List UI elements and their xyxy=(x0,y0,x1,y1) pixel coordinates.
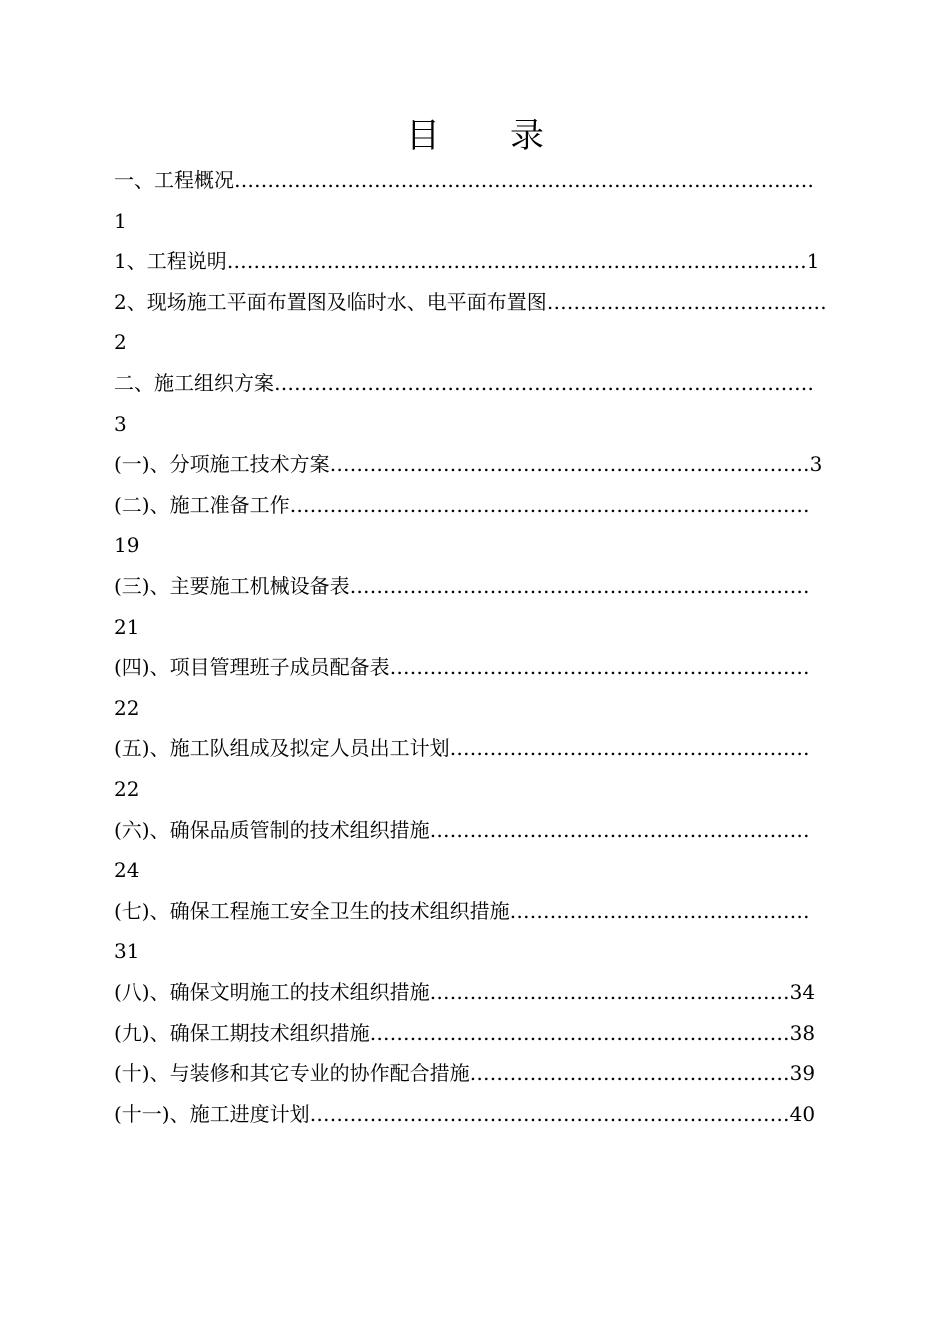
toc-page-number: 31 xyxy=(114,939,140,964)
toc-entry-title: (一)、分项施工技术方案 xyxy=(114,452,330,477)
title-char-2: 录 xyxy=(510,116,544,156)
toc-leader-dots: ………………………………………… xyxy=(469,1061,790,1086)
toc-leader-dots: ……………………………………………………………… xyxy=(329,452,810,477)
toc-page-number: 24 xyxy=(114,858,140,883)
toc-entry-title: 1、工程说明 xyxy=(114,249,227,274)
toc-entry[interactable] xyxy=(114,485,834,525)
toc-page-number: 21 xyxy=(114,614,140,639)
toc-entry-title: 二、施工组织方案 xyxy=(114,371,274,395)
toc-entry-title: (六)、确保品质管制的技术组织措施 xyxy=(114,817,430,842)
toc-entry[interactable] xyxy=(114,566,834,606)
toc-page-number: 1 xyxy=(114,208,127,233)
toc-entry-title: (二)、施工准备工作 xyxy=(114,492,290,517)
toc-page-number: 22 xyxy=(114,777,140,801)
toc-entry[interactable] xyxy=(114,891,834,931)
toc-leader-dots: ……………………………………… xyxy=(509,898,810,923)
toc-entry-page-line xyxy=(114,525,834,565)
toc-entry[interactable] xyxy=(114,647,834,687)
toc-entry[interactable] xyxy=(114,1013,834,1053)
title-char-1: 目 xyxy=(406,116,440,156)
toc-entry[interactable] xyxy=(114,972,834,1012)
toc-entry-title: (十一)、施工进度计划 xyxy=(114,1101,310,1126)
toc-entry[interactable] xyxy=(114,1094,834,1134)
toc-page-number: 1 xyxy=(806,249,820,274)
page-title xyxy=(0,112,950,160)
toc-entry-title: (九)、确保工期技术组织措施 xyxy=(114,1020,370,1045)
toc-entry-title: (三)、主要施工机械设备表 xyxy=(114,574,350,598)
toc-leader-dots: ……………………………………………………………………… xyxy=(274,371,814,395)
toc-leader-dots: ……………………………………………………………… xyxy=(309,1101,790,1126)
toc-page-number: 2 xyxy=(114,330,127,355)
toc-leader-dots: ……………………………………………………… xyxy=(369,1020,790,1045)
toc-entry-page-line xyxy=(114,404,834,444)
toc-entry-title: 2、现场施工平面布置图及临时水、电平面布置图 xyxy=(114,289,547,314)
toc-leader-dots: ……………………………………………… xyxy=(429,980,790,1004)
toc-entry-page-line xyxy=(114,769,834,809)
toc-entry[interactable] xyxy=(114,444,834,484)
toc-entry-title: (八)、确保文明施工的技术组织措施 xyxy=(114,980,430,1004)
toc-entry-title: (七)、确保工程施工安全卫生的技术组织措施 xyxy=(114,898,510,923)
toc-leader-dots: …………………………………………………………………… xyxy=(289,492,810,517)
toc-page-number: 38 xyxy=(789,1020,816,1045)
toc-entry-title: (五)、施工队组成及拟定人员出工计划 xyxy=(114,736,450,761)
toc-entry[interactable] xyxy=(114,1053,834,1093)
toc-entry[interactable] xyxy=(114,363,834,403)
toc-leader-dots: …………………………………………………………………………… xyxy=(234,168,814,192)
toc-leader-dots: ………………………………………………… xyxy=(429,817,810,842)
toc-page-number: 40 xyxy=(789,1101,816,1126)
toc-page-number: 34 xyxy=(789,980,816,1004)
toc-leader-dots: …………………………………………………………… xyxy=(349,574,810,598)
toc-entry-page-line xyxy=(114,607,834,647)
toc-entry[interactable] xyxy=(114,728,834,768)
toc-entry-page-line xyxy=(114,322,834,362)
toc-entry-title: (十)、与装修和其它专业的协作配合措施 xyxy=(114,1061,470,1086)
toc-leader-dots: ……………………………………………………… xyxy=(389,655,810,680)
toc-entry[interactable] xyxy=(114,810,834,850)
toc-page-number: 3 xyxy=(809,452,823,477)
toc-leader-dots: …………………………………… xyxy=(546,289,827,314)
toc-entry-title: (四)、项目管理班子成员配备表 xyxy=(114,655,390,680)
toc-page-number: 19 xyxy=(114,533,140,558)
toc-leader-dots: …………………………………………………………………………… xyxy=(226,249,807,274)
toc-page-number: 22 xyxy=(114,695,140,720)
toc-entry[interactable] xyxy=(114,282,834,322)
toc-page-number: 3 xyxy=(114,411,127,436)
toc-page-number: 39 xyxy=(789,1061,816,1086)
toc-entry[interactable] xyxy=(114,241,834,281)
toc-entry-page-line xyxy=(114,850,834,890)
toc-entry[interactable] xyxy=(114,160,834,200)
toc-entry-page-line xyxy=(114,931,834,971)
toc-entry-page-line xyxy=(114,688,834,728)
toc-entry-page-line xyxy=(114,201,834,241)
toc-leader-dots: ……………………………………………… xyxy=(449,736,810,761)
toc-entry-title: 一、工程概况 xyxy=(114,168,234,192)
